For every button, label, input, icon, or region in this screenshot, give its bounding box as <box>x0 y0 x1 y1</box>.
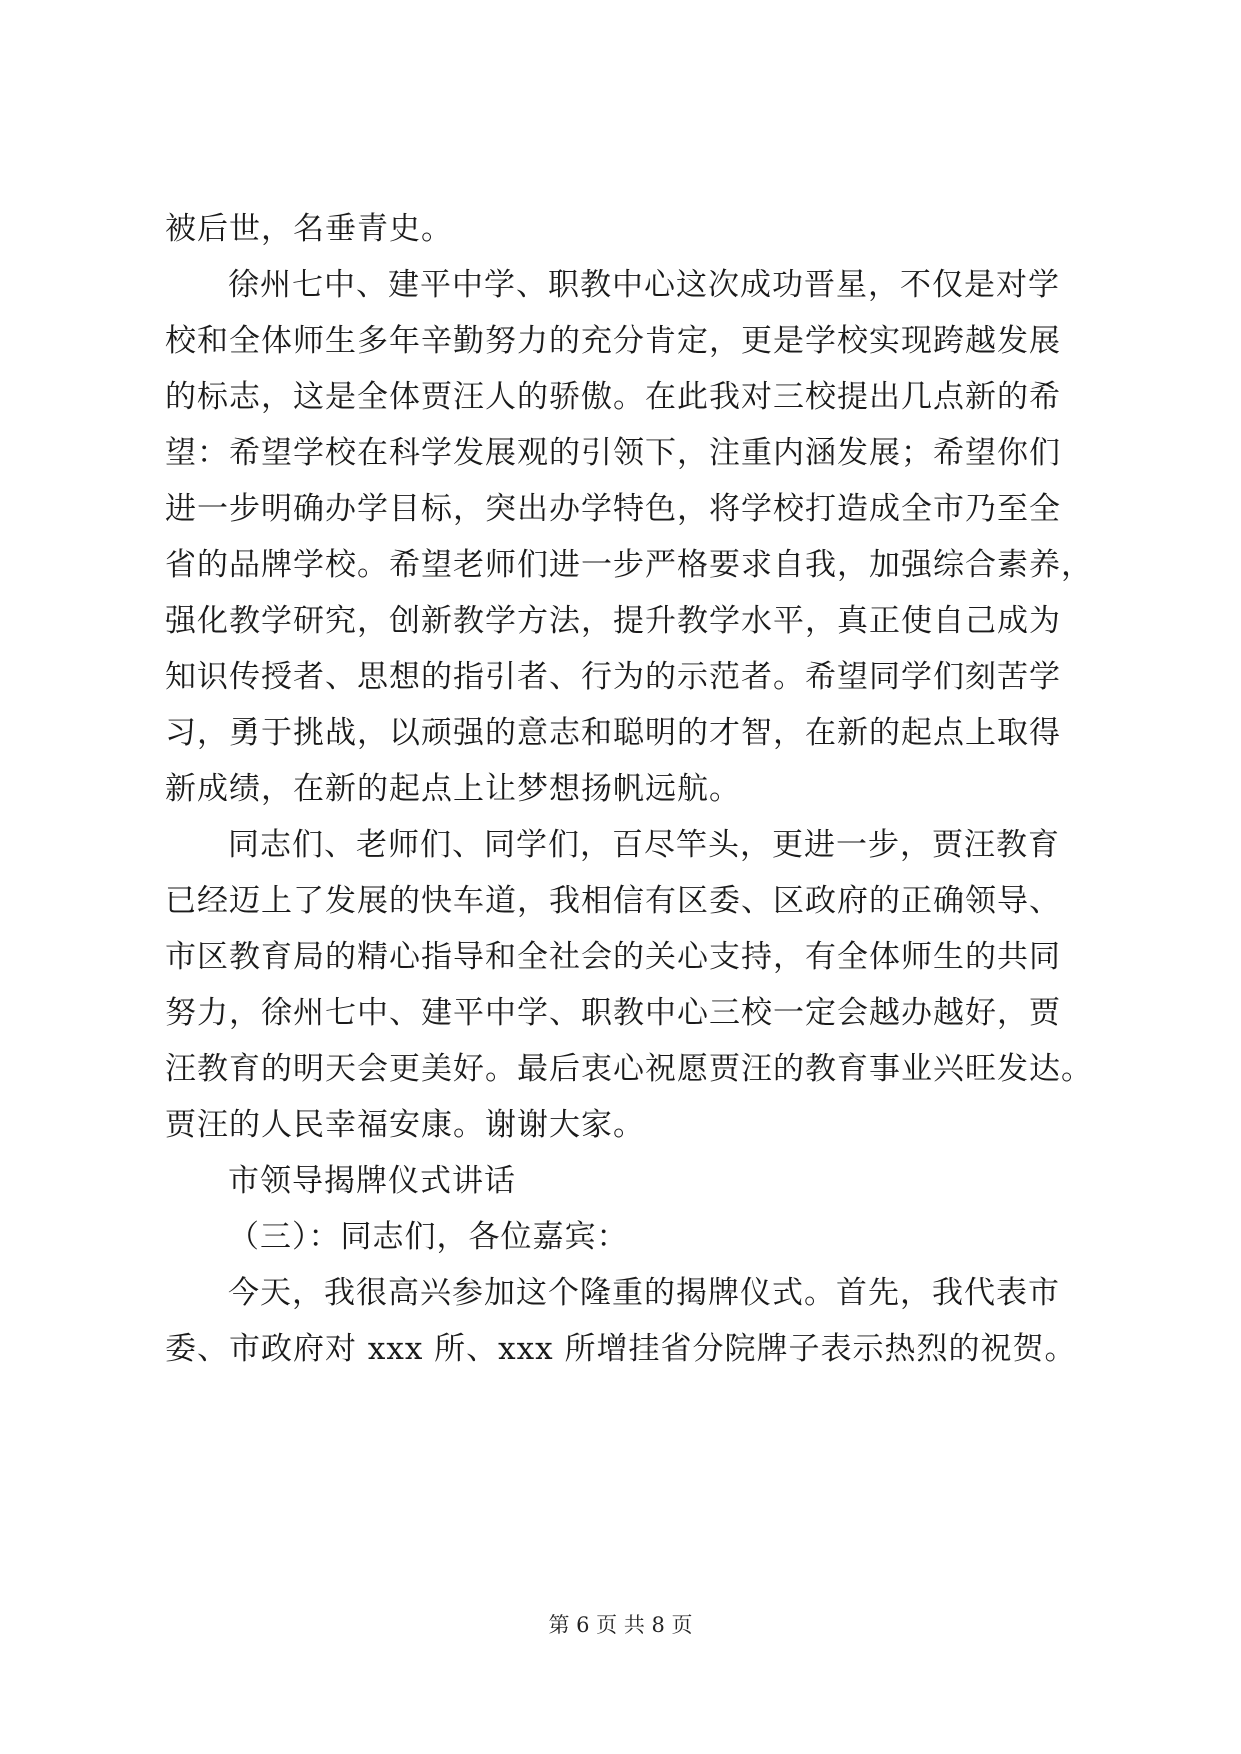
text-line: 校和全体师生多年辛勤努力的充分肯定，更是学校实现跨越发展 <box>165 323 1061 359</box>
paragraph-first-line: 今天，我很高兴参加这个隆重的揭牌仪式。首先，我代表市 <box>228 1275 1060 1311</box>
text-line: 进一步明确办学目标，突出办学特色，将学校打造成全市乃至全 <box>165 491 1061 527</box>
text-line: 委、市政府对 xxx 所、xxx 所增挂省分院牌子表示热烈的祝贺。 <box>165 1331 1077 1367</box>
text-line: 习，勇于挑战，以顽强的意志和聪明的才智，在新的起点上取得 <box>165 715 1061 751</box>
section-heading: 市领导揭牌仪式讲话 <box>228 1163 516 1199</box>
text-line: 望：希望学校在科学发展观的引领下，注重内涵发展；希望你们 <box>165 435 1061 471</box>
page-footer: 第 6 页 共 8 页 <box>548 1613 693 1637</box>
paragraph-first-line: 同志们、老师们、同学们，百尽竿头，更进一步，贾汪教育 <box>228 827 1060 863</box>
text-line: 市区教育局的精心指导和全社会的关心支持，有全体师生的共同 <box>165 939 1061 975</box>
text-line: 汪教育的明天会更美好。最后衷心祝愿贾汪的教育事业兴旺发达。 <box>165 1051 1093 1087</box>
text-line: 已经迈上了发展的快车道，我相信有区委、区政府的正确领导、 <box>165 883 1061 919</box>
text-line: 强化教学研究，创新教学方法，提升教学水平，真正使自己成为 <box>165 603 1061 639</box>
text-line: 努力，徐州七中、建平中学、职教中心三校一定会越办越好，贾 <box>165 995 1061 1031</box>
text-line: 新成绩，在新的起点上让梦想扬帆远航。 <box>165 771 741 807</box>
text-line: 知识传授者、思想的指引者、行为的示范者。希望同学们刻苦学 <box>165 659 1061 695</box>
text-line: 被后世，名垂青史。 <box>165 211 453 247</box>
paragraph-first-line: 徐州七中、建平中学、职教中心这次成功晋星，不仅是对学 <box>228 267 1060 303</box>
text-line: 贾汪的人民幸福安康。谢谢大家。 <box>165 1107 645 1143</box>
salutation-line: （三）：同志们，各位嘉宾： <box>228 1219 629 1255</box>
text-line: 省的品牌学校。希望老师们进一步严格要求自我，加强综合素养， <box>165 547 1093 583</box>
text-line: 的标志，这是全体贾汪人的骄傲。在此我对三校提出几点新的希 <box>165 379 1061 415</box>
